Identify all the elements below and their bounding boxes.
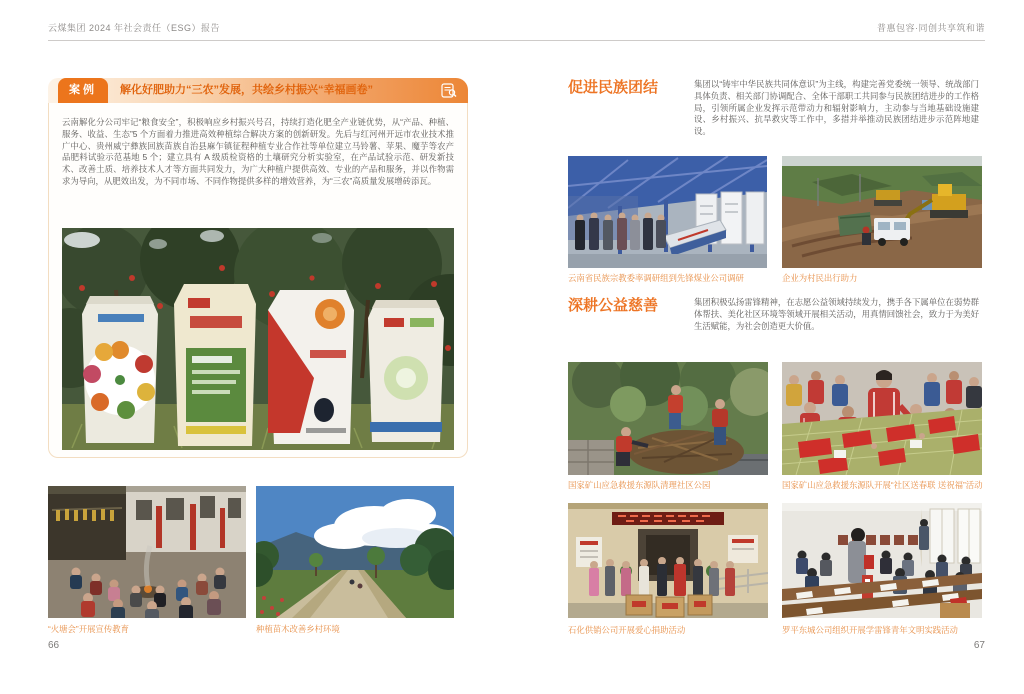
photo-spring-couplets xyxy=(782,362,982,475)
case-box-header xyxy=(48,78,468,103)
caption-spring-couplets: 国家矿山应急救援东源队开展“社区送春联 送祝福”活动 xyxy=(782,480,983,490)
caption-village-travel-help: 企业为村民出行助力 xyxy=(782,273,858,283)
photo-fertilizer-orchard xyxy=(62,228,454,450)
photo-huotang-meeting xyxy=(48,486,246,618)
running-head-right: 普惠包容·同创共享筑和谐 xyxy=(877,23,985,33)
case-tag: 案例 xyxy=(58,78,108,103)
photo-donation xyxy=(568,503,768,618)
caption-huotang: “火塘会”开展宣传教育 xyxy=(48,624,129,634)
section-body-charity: 集团积极弘扬雷锋精神，在志愿公益领域持续发力，携手各下属单位在弱势群体帮扶、美化社区环境等领域开展相关活动，用真情回馈社会，致力于为美好生活赋能，为社会创造更大价值。 xyxy=(694,297,979,331)
photo-village-road xyxy=(256,486,454,618)
photo-village-travel-help xyxy=(782,156,982,268)
section-body-ethnic-unity: 集团以“铸牢中华民族共同体意识”为主线，构建完善党委统一领导、统战部门具体负责、相关部门协调配合、全体干部职工共同参与民族团结进步的工作格局，引领所属企业发挥示范带动力和辐射影响力，主动参与当地基础设施建设、乡村振兴、抗旱救灾等工作中，多措并举推动民族团结进步示范阵地建设。 xyxy=(694,79,979,137)
caption-lei-feng: 罗平东城公司组织开展学雷锋青年文明实践活动 xyxy=(782,625,958,635)
case-body-text: 云南解化分公司牢记“粮食安全”，积极响应乡村振兴号召，持续打造化肥全产业链优势，从“产品、种植、服务、收益、生态”5 个方面着力推进高效种植综合解决方案的创新研发。先后与红河州开远市农业技术推广中心、贵州威宁彝族回族苗族自治县麻乍镇征程种植专业合作社等单位建立马铃薯、苹果、魔芋等农产品肥料试验示范基地 5 个；建立具有 A 级质检资格的土壤研究分析实验室，在产品试验示范、研发新技术、改善土质、培养技术人才等方面共同发力，为广大种植户提供高效、专业的产品和服务，并以作物需求为导向，从肥效出发，为不同市场、不同作物提供多样的增效营养，为“三农”高质量发展增砖添瓦。 xyxy=(62,117,454,186)
header-divider xyxy=(48,40,985,41)
caption-clearing-park: 国家矿山应急救援东源队清理社区公园 xyxy=(568,480,711,490)
section-heading-ethnic-unity: 促进民族团结 xyxy=(568,79,659,96)
caption-ethnic-unity-visit: 云南省民族宗教委率调研组到先锋煤业公司调研 xyxy=(568,273,744,283)
caption-donation: 石化供销公司开展爱心捐助活动 xyxy=(568,625,686,635)
page-number-left: 66 xyxy=(48,640,60,651)
case-title: 解化好肥助力“三农”发展，共绘乡村振兴“幸福画卷” xyxy=(120,84,373,96)
document-search-icon xyxy=(441,83,457,98)
photo-volunteers-clearing xyxy=(568,362,768,475)
running-head-left: 云煤集团 2024 年社会责任（ESG）报告 xyxy=(48,23,221,33)
photo-lei-feng-activity xyxy=(782,503,982,618)
photo-ethnic-unity-visit xyxy=(568,156,767,268)
section-heading-charity: 深耕公益慈善 xyxy=(568,297,659,314)
page-number-right: 67 xyxy=(973,640,985,651)
caption-village-road: 种植苗木改善乡村环境 xyxy=(256,624,340,634)
